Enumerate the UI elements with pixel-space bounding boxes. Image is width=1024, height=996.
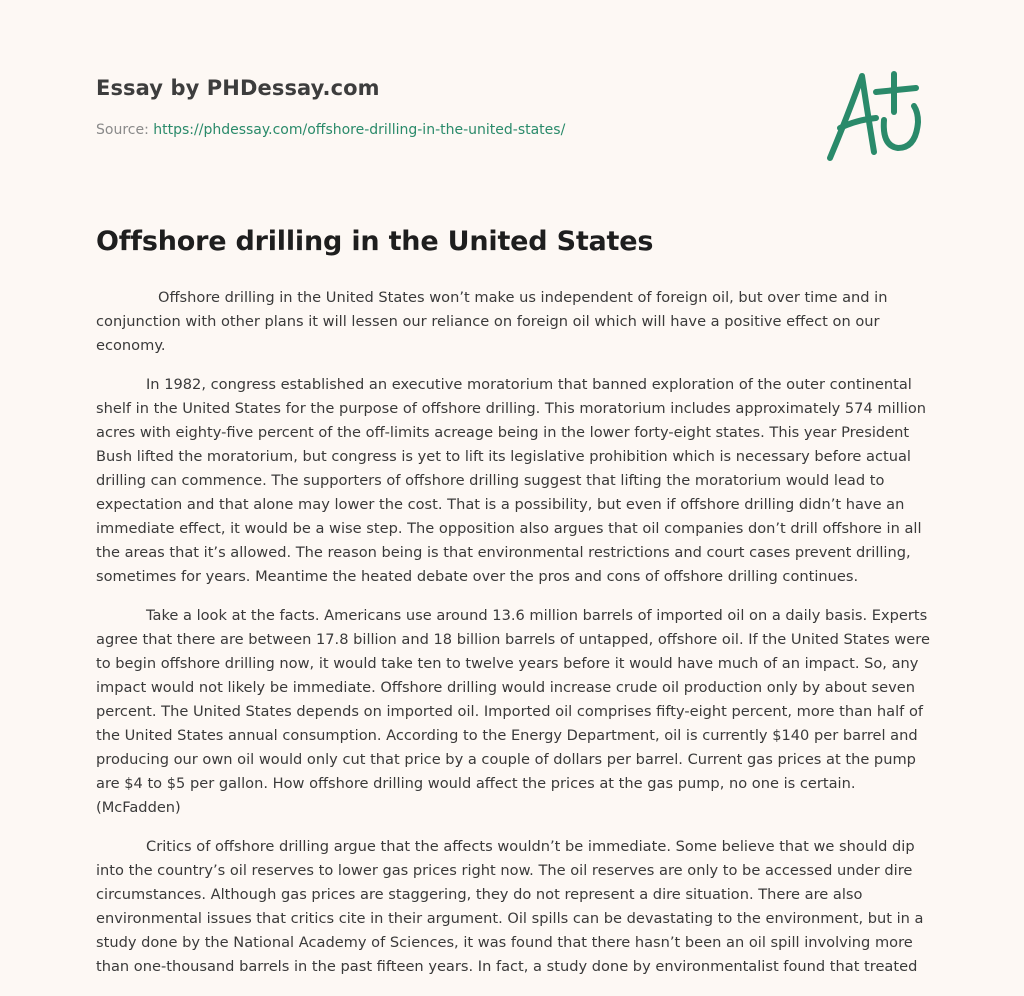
source-line [96,122,796,138]
essay-body [96,286,936,994]
essay-paragraph: In 1982, congress established an executive moratorium that banned exploration of the outer continental shelf in the United States for the purpose of offshore drilling. This moratorium includes approximately 574 million acres with eighty-five percent of the off-limits acreage being in the lower forty-eight states. This year President Bush lifted the moratorium, but congress is yet to lift its legislative prohibition which is necessary before actual drilling can commence. The supporters of offshore drilling suggest that lifting the moratorium would lead to expectation and that alone may lower the cost. That is a possibility, but even if offshore drilling didn’t have an immediate effect, it would be a wise step. The opposition also argues that oil companies don’t drill offshore in all the areas that it’s allowed. The reason being is that environmental restrictions and court cases prevent drilling, sometimes for years. Meantime the heated debate over the pros and cons of offshore drilling continues. [96,376,927,585]
document-header [96,76,796,138]
a-plus-logo-icon [822,68,926,164]
source-label: Source: [96,122,154,138]
site-title: Essay by PHDessay.com [96,76,380,100]
essay-paragraph: Take a look at the facts. Americans use around 13.6 million barrels of imported oil on a daily basis. Experts agree that there are between 17.8 billion and 18 billion barrels of untapped, offshore oil. If the United States were to begin offshore drilling now, it would take ten to twelve years before it would have much of an impact. So, any impact would not likely be immediate. Offshore drilling would increase crude oil production only by about seven percent. The United States depends on imported oil. Imported oil comprises fifty-eight percent, more than half of the United States annual consumption. According to the Energy Department, oil is currently $140 per barrel and producing our own oil would only cut that price by a couple of dollars per barrel. Current gas prices at the pump are $4 to $5 per gallon. How offshore drilling would affect the prices at the gas pump, no one is certain. (McFadden) [96,607,930,816]
essay-paragraph: Critics of offshore drilling argue that the affects wouldn’t be immediate. Some believe that we should dip into the country’s oil reserves to lower gas prices right now. The oil reserves are only to be accessed under dire circumstances. Although gas prices are staggering, they do not represent a dire situation. There are also environmental issues that critics cite in their argument. Oil spills can be devastating to the environment, but in a study done by the National Academy of Sciences, it was found that there hasn’t been an oil spill involving more than one-thousand barrels in the past fifteen years. In fact, a study done by environmentalist found that treated [96,838,924,975]
essay-paragraph: Offshore drilling in the United States won’t make us independent of foreign oil, but over time and in conjunction with other plans it will lessen our reliance on foreign oil which will have a positive effect on our economy. [96,289,888,354]
source-link[interactable]: https://phdessay.com/offshore-drilling-in-the-united-states/ [153,122,566,138]
essay-title: Offshore drilling in the United States [96,226,654,257]
